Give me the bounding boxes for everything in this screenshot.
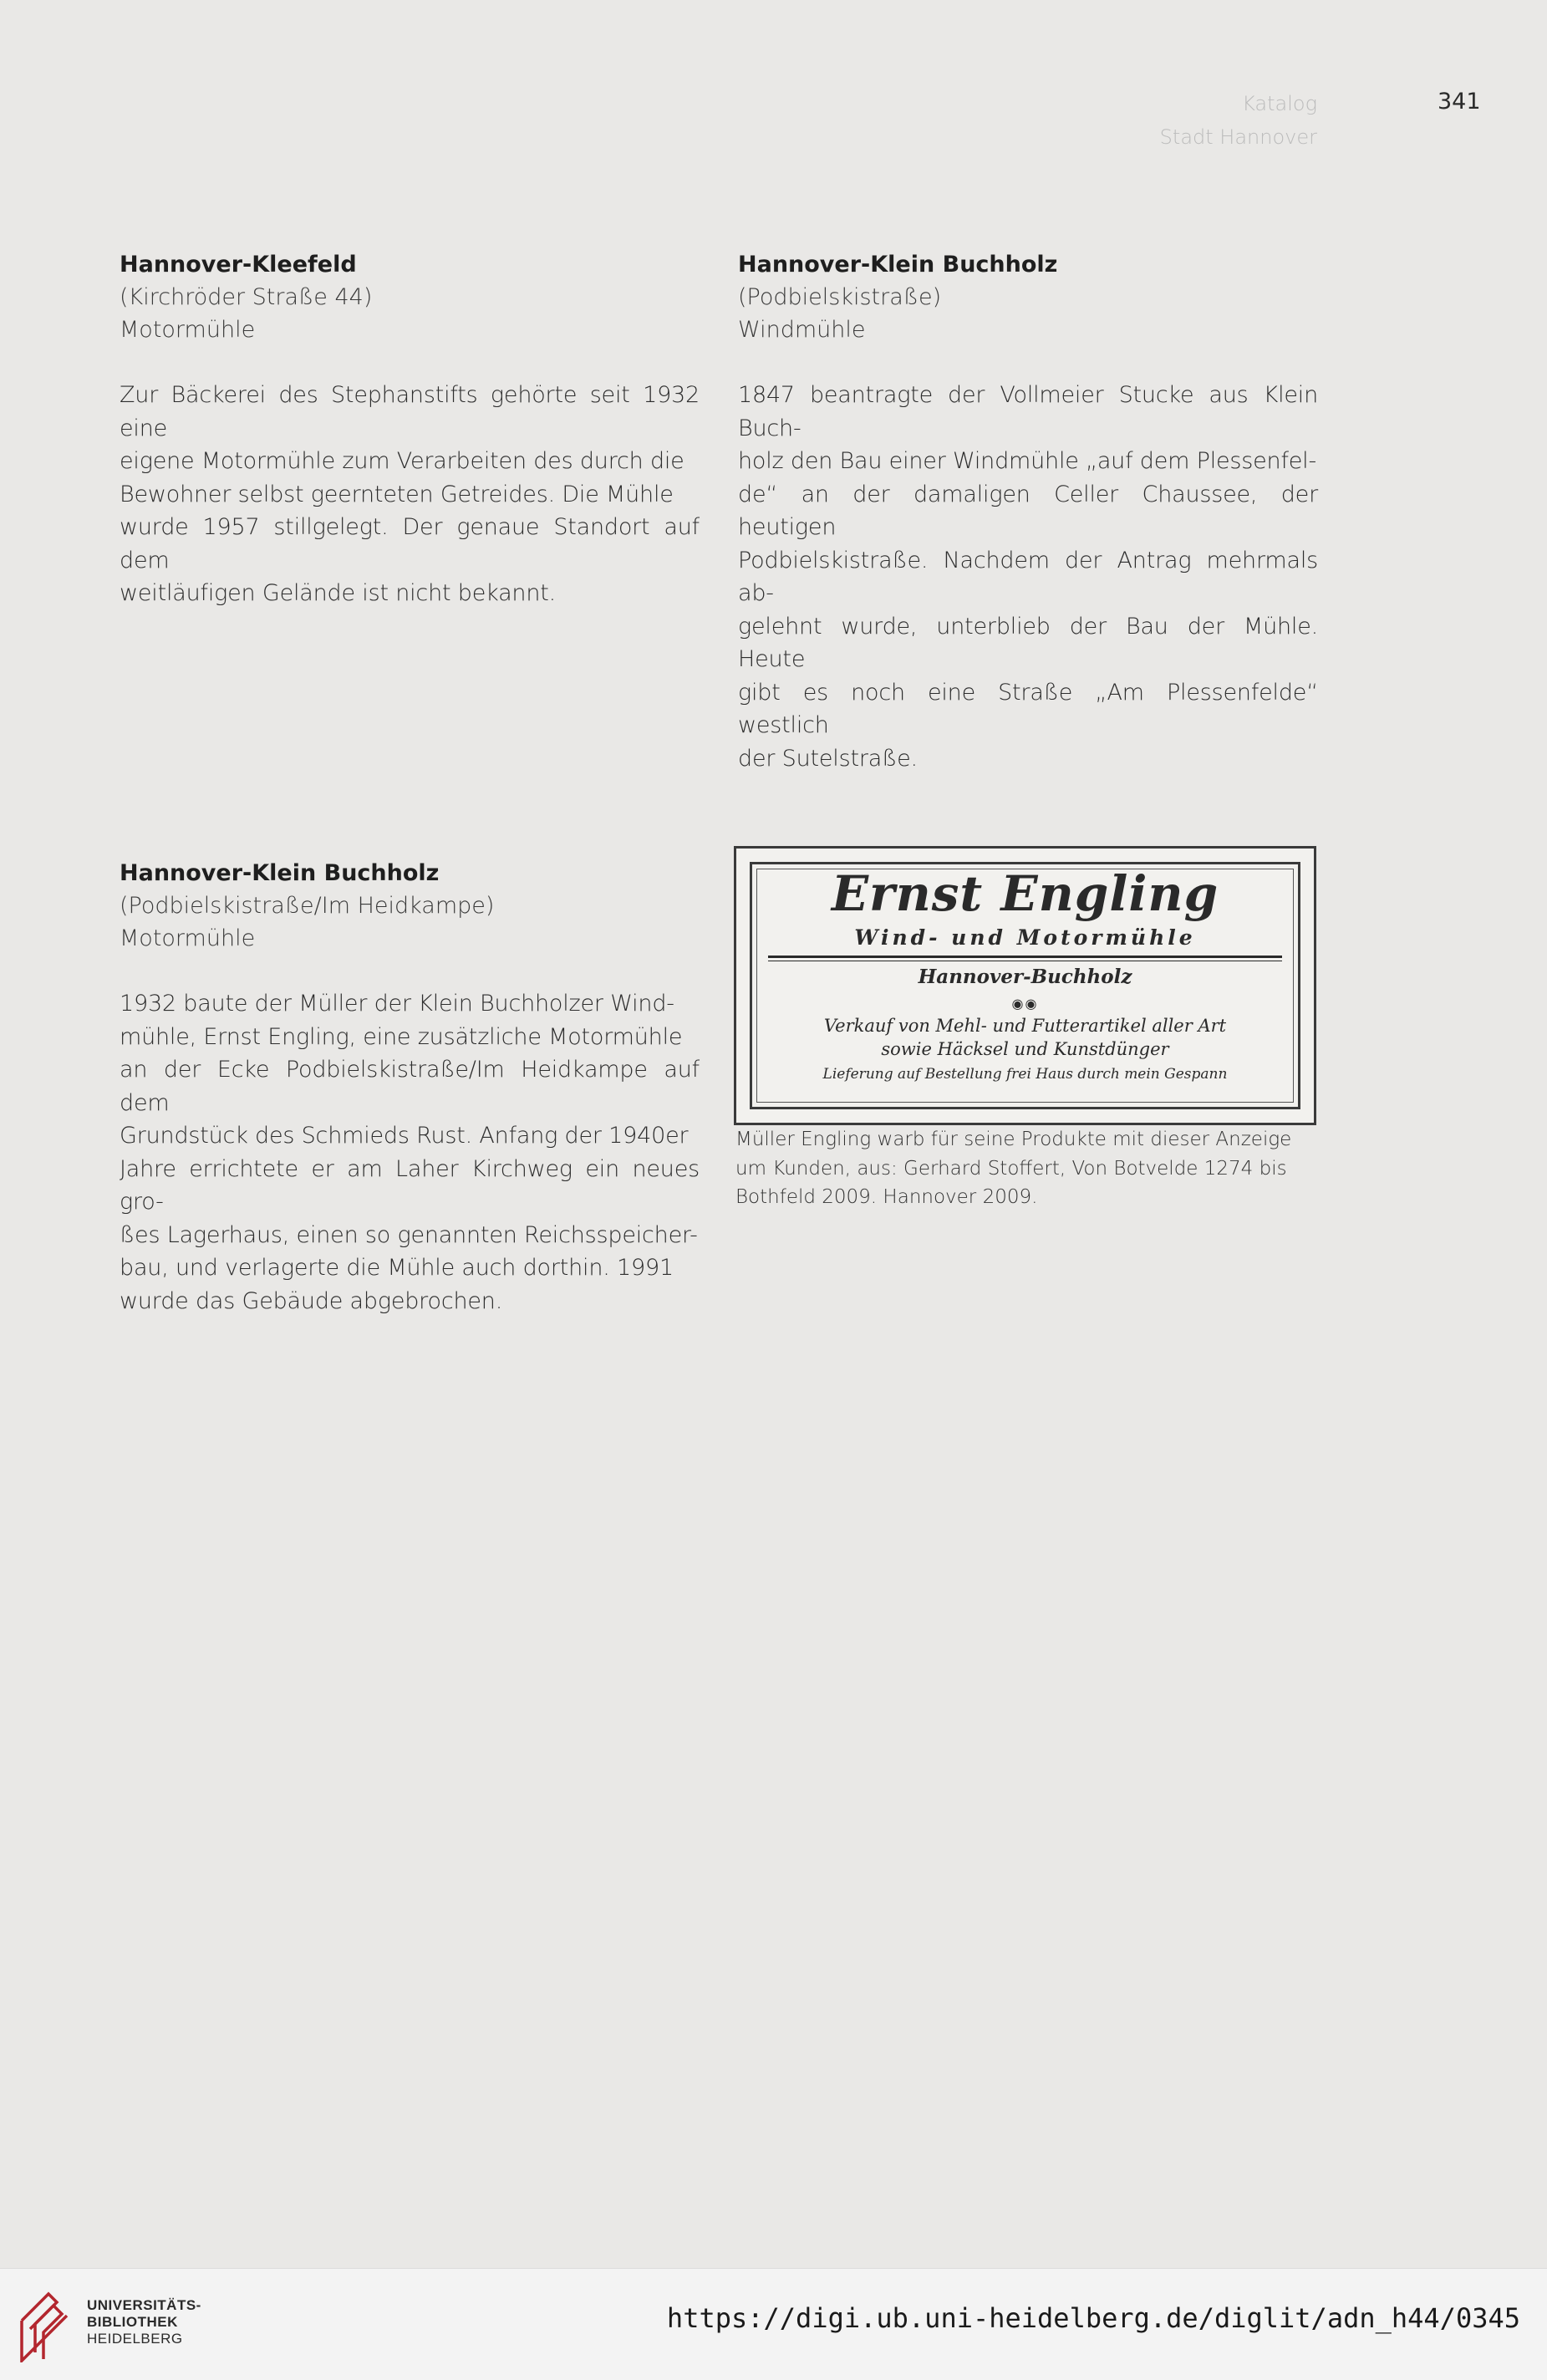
body-line: holz den Bau einer Windmühle „auf dem Plessenfel- bbox=[738, 448, 1317, 474]
header-section: Katalog bbox=[1242, 92, 1317, 115]
caption-line: um Kunden, aus: Gerhard Stoffert, Von Botvelde 1274 bis bbox=[735, 1157, 1287, 1180]
body-line: bau, und verlagerte die Mühle auch dorthin. 1991 bbox=[120, 1255, 674, 1281]
entry-type: Windmühle bbox=[738, 317, 866, 343]
entry-address: (Podbielskistraße/Im Heidkampe) bbox=[120, 893, 495, 919]
body-line: an der Ecke Podbielskistraße/Im Heidkampe auf dem bbox=[120, 1057, 700, 1116]
body-line: gelehnt wurde, unterblieb der Bau der Mühle. Heute bbox=[738, 613, 1318, 672]
entry-kleefeld bbox=[120, 248, 700, 610]
ad-line: Verkauf von Mehl- und Futterartikel aller Art bbox=[823, 1016, 1227, 1036]
header-subsection: Stadt Hannover bbox=[1159, 125, 1317, 149]
entry-body bbox=[738, 379, 1318, 775]
page-number: 341 bbox=[1438, 89, 1481, 115]
ad-name: Ernst Engling bbox=[831, 865, 1219, 922]
entry-body bbox=[120, 379, 700, 610]
body-line: 1847 beantragte der Vollmeier Stucke aus Klein Buch- bbox=[738, 382, 1318, 441]
body-line: mühle, Ernst Engling, eine zusätzliche Motormühle bbox=[120, 1023, 683, 1050]
entry-type: Motormühle bbox=[120, 317, 256, 343]
body-line: Grundstück des Schmieds Rust. Anfang der 1940er bbox=[120, 1123, 689, 1149]
entry-title: Hannover-Klein Buchholz bbox=[120, 860, 440, 886]
entry-klein-buchholz-windmuehle bbox=[738, 248, 1318, 775]
permalink-url[interactable]: https://digi.ub.uni-heidelberg.de/diglit/adn_h44/0345 bbox=[666, 2302, 1520, 2334]
body-line: wurde 1957 stillgelegt. Der genaue Standort auf dem bbox=[120, 514, 700, 573]
library-line: BIBLIOTHEK bbox=[87, 2314, 178, 2330]
ad-divider bbox=[768, 956, 1282, 958]
ad-place: Hannover-Buchholz bbox=[918, 966, 1132, 988]
body-line: Bewohner selbst geernteten Getreides. Die Mühle bbox=[120, 481, 674, 507]
body-line: de“ an der damaligen Celler Chaussee, der heutigen bbox=[738, 481, 1318, 540]
entry-address: (Podbielskistraße) bbox=[738, 284, 942, 310]
body-line: ßes Lagerhaus, einen so genannten Reichsspeicher- bbox=[120, 1221, 698, 1248]
body-line: eigene Motormühle zum Verarbeiten des durch die bbox=[120, 448, 684, 474]
entry-address: (Kirchröder Straße 44) bbox=[120, 284, 373, 310]
entry-title: Hannover-Klein Buchholz bbox=[738, 252, 1058, 278]
library-logo-icon bbox=[15, 2287, 75, 2362]
ad-line: Lieferung auf Bestellung frei Haus durch mein Gespann bbox=[822, 1066, 1228, 1083]
body-line: Jahre errichtete er am Laher Kirchweg ein neues gro- bbox=[120, 1155, 700, 1215]
body-line: Zur Bäckerei des Stephanstifts gehörte seit 1932 eine bbox=[120, 382, 700, 441]
caption-line: Müller Engling warb für seine Produkte mit dieser Anzeige bbox=[735, 1129, 1292, 1150]
figure-caption bbox=[735, 1125, 1317, 1212]
library-name bbox=[87, 2297, 201, 2347]
entry-body bbox=[120, 987, 700, 1317]
engling-advertisement bbox=[734, 846, 1316, 1125]
body-line: der Sutelstraße. bbox=[738, 745, 918, 772]
ornament-icon: ◉◉ bbox=[1011, 996, 1039, 1012]
entry-title: Hannover-Kleefeld bbox=[120, 252, 357, 278]
body-line: gibt es noch eine Straße „Am Plessenfelde“ westlich bbox=[738, 679, 1318, 738]
entry-klein-buchholz-motormuehle bbox=[120, 857, 700, 1317]
caption-line: Bothfeld 2009. Hannover 2009. bbox=[735, 1186, 1038, 1208]
body-line: wurde das Gebäude abgebrochen. bbox=[120, 1287, 503, 1314]
entry-type: Motormühle bbox=[120, 925, 256, 951]
running-header bbox=[1160, 87, 1317, 154]
library-line: HEIDELBERG bbox=[87, 2331, 183, 2347]
ad-subtitle: Wind- und Motormühle bbox=[854, 925, 1196, 950]
body-line: weitläufigen Gelände ist nicht bekannt. bbox=[120, 580, 557, 606]
body-line: Podbielskistraße. Nachdem der Antrag mehrmals ab- bbox=[738, 547, 1318, 606]
ad-line: sowie Häcksel und Kunstdünger bbox=[881, 1039, 1169, 1059]
digitization-footer bbox=[0, 2268, 1547, 2380]
library-line: UNIVERSITÄTS- bbox=[87, 2297, 201, 2313]
body-line: 1932 baute der Müller der Klein Buchholzer Wind- bbox=[120, 991, 674, 1017]
